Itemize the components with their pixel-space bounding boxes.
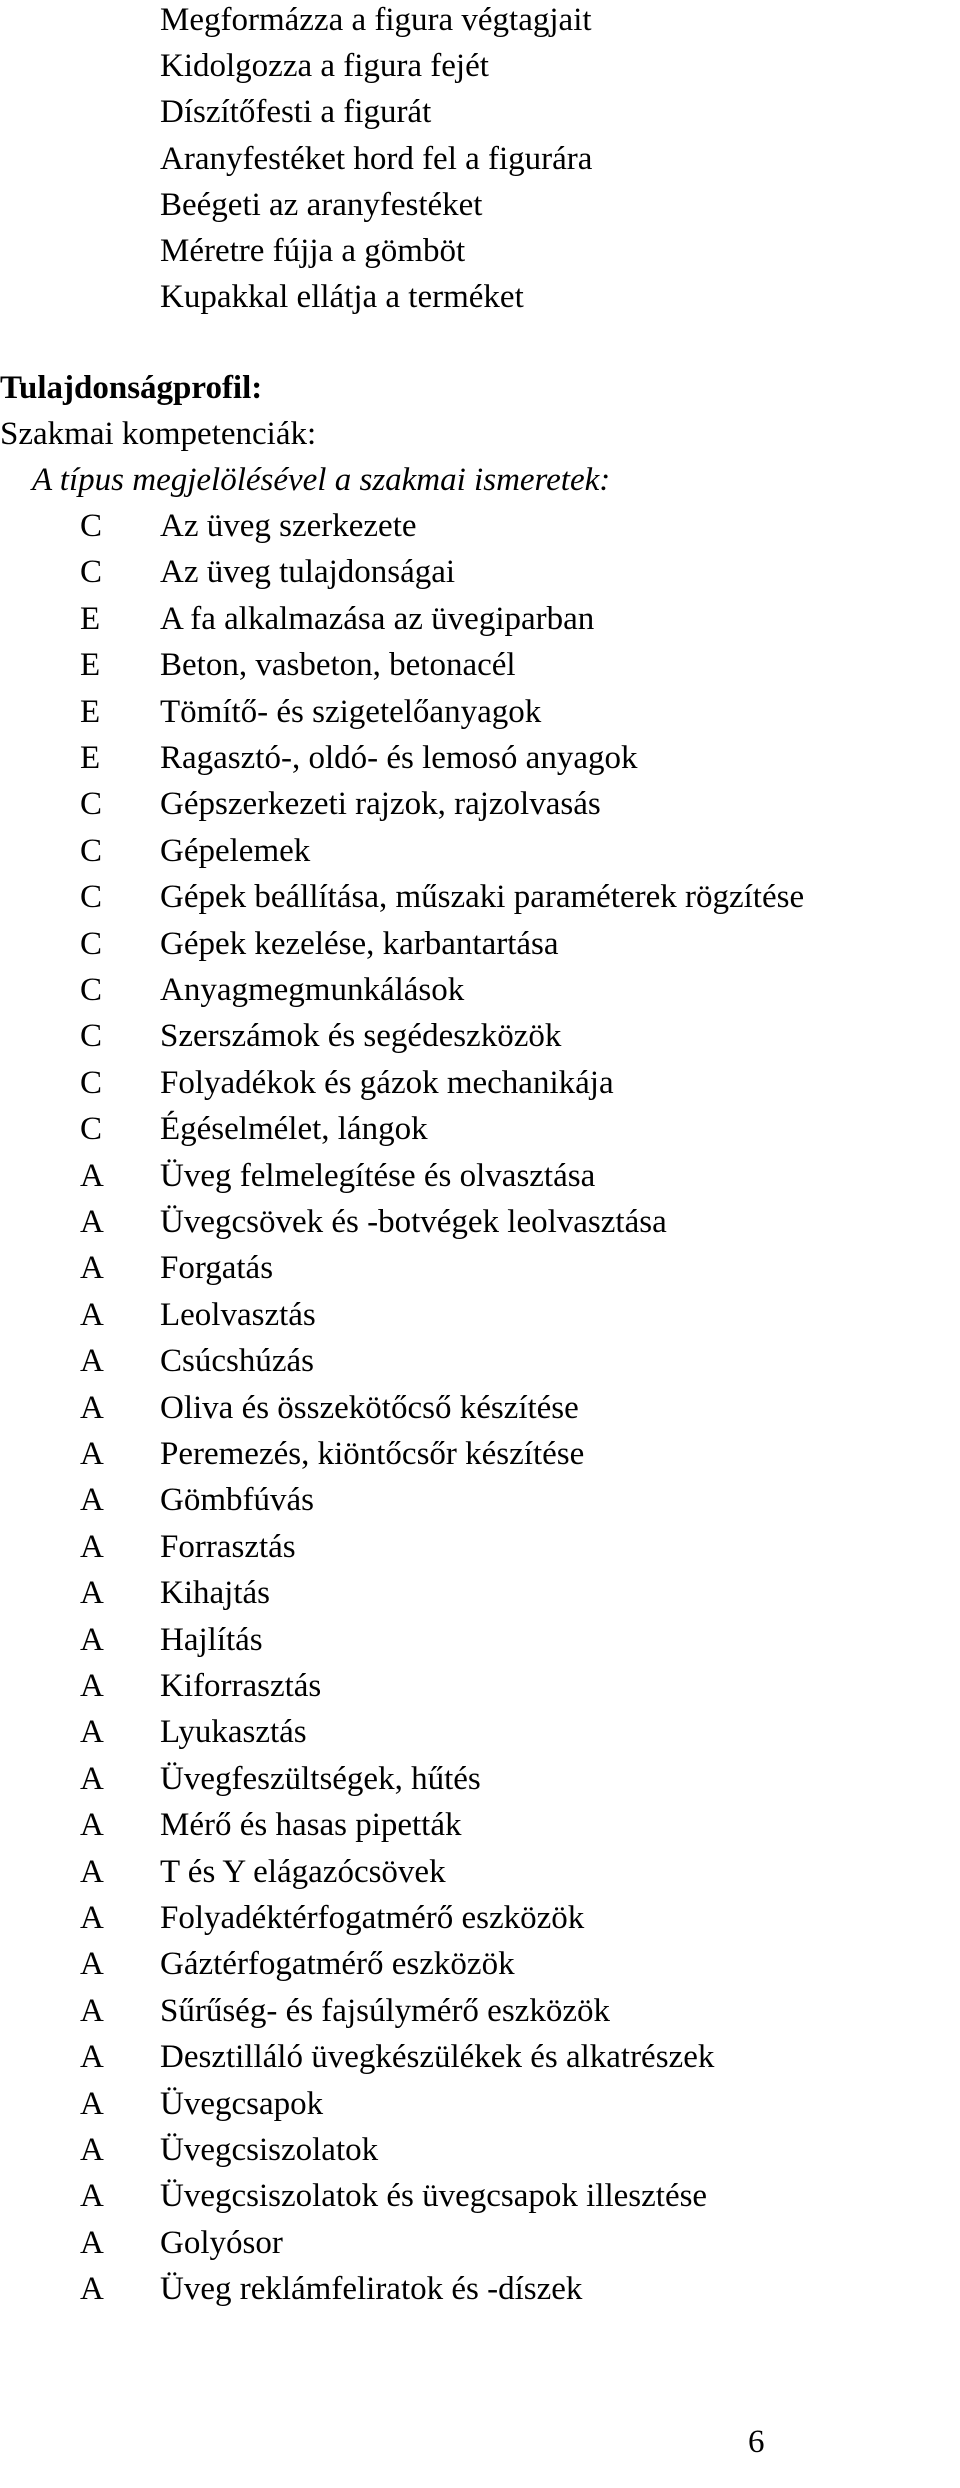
knowledge-type-code: A bbox=[80, 1436, 104, 1472]
knowledge-row bbox=[0, 599, 960, 639]
intro-line: Beégeti az aranyfestéket bbox=[160, 186, 483, 223]
intro-line: Megformázza a figura végtagjait bbox=[160, 2, 592, 38]
knowledge-topic: Üvegfeszültségek, hűtés bbox=[160, 1760, 481, 1797]
intro-line: Kidolgozza a figura fejét bbox=[160, 48, 489, 85]
knowledge-row bbox=[0, 2084, 960, 2124]
knowledge-type-code: A bbox=[80, 1807, 104, 1844]
knowledge-row bbox=[0, 1898, 960, 1938]
knowledge-type-code: E bbox=[80, 647, 101, 684]
knowledge-type-code: A bbox=[80, 1250, 104, 1287]
knowledge-type-code: C bbox=[80, 786, 103, 823]
knowledge-type-code: A bbox=[80, 2271, 104, 2308]
knowledge-row bbox=[0, 1666, 960, 1706]
knowledge-topic: A fa alkalmazása az üvegiparban bbox=[160, 600, 595, 637]
knowledge-topic: Peremezés, kiöntőcsőr készítése bbox=[160, 1436, 585, 1472]
knowledge-topic: Az üveg tulajdonságai bbox=[160, 554, 456, 591]
knowledge-type-code: A bbox=[80, 1343, 104, 1380]
knowledge-row bbox=[0, 1341, 960, 1381]
knowledge-type-code: E bbox=[80, 740, 101, 776]
knowledge-row bbox=[0, 506, 960, 546]
knowledge-topic: Az üveg szerkezete bbox=[160, 508, 417, 544]
knowledge-type-code: C bbox=[80, 925, 103, 962]
knowledge-topic: Mérő és hasas pipetták bbox=[160, 1807, 462, 1844]
knowledge-topic: Ragasztó-, oldó- és lemosó anyagok bbox=[160, 740, 638, 776]
knowledge-type-code: A bbox=[80, 1389, 104, 1426]
knowledge-row bbox=[0, 2130, 960, 2170]
intro-line: Kupakkal ellátja a terméket bbox=[160, 279, 524, 316]
knowledge-row bbox=[0, 1480, 960, 1520]
knowledge-type-code: C bbox=[80, 832, 103, 869]
knowledge-row bbox=[0, 784, 960, 824]
knowledge-row bbox=[0, 831, 960, 871]
knowledge-type-code: A bbox=[80, 1714, 104, 1751]
knowledge-row bbox=[0, 1109, 960, 1149]
knowledge-row bbox=[0, 552, 960, 592]
knowledge-topic: Üvegcsövek és -botvégek leolvasztása bbox=[160, 1204, 667, 1240]
knowledge-topic: Üveg reklámfeliratok és -díszek bbox=[160, 2271, 583, 2308]
knowledge-type-code: C bbox=[80, 1111, 103, 1148]
knowledge-row bbox=[0, 1388, 960, 1428]
knowledge-type-code: C bbox=[80, 508, 103, 544]
knowledge-topic: T és Y elágazócsövek bbox=[160, 1853, 446, 1890]
knowledge-topic: Kihajtás bbox=[160, 1575, 270, 1612]
knowledge-type-code: A bbox=[80, 2132, 104, 2168]
competence-subheading: Szakmai kompetenciák: bbox=[0, 416, 317, 452]
knowledge-type-code: A bbox=[80, 1528, 104, 1565]
knowledge-row bbox=[0, 924, 960, 964]
knowledge-type-code: A bbox=[80, 1760, 104, 1797]
knowledge-type-code: A bbox=[80, 2039, 104, 2076]
knowledge-topic: Csúcshúzás bbox=[160, 1343, 314, 1380]
knowledge-row bbox=[0, 1202, 960, 1242]
knowledge-type-code: A bbox=[80, 1621, 104, 1658]
knowledge-row bbox=[0, 1852, 960, 1892]
knowledge-row bbox=[0, 1434, 960, 1474]
knowledge-type-code: A bbox=[80, 2178, 104, 2215]
knowledge-row bbox=[0, 877, 960, 917]
knowledge-type-code: C bbox=[80, 1018, 103, 1055]
knowledge-topic: Tömítő- és szigetelőanyagok bbox=[160, 693, 542, 730]
knowledge-type-code: C bbox=[80, 879, 103, 916]
knowledge-row bbox=[0, 1944, 960, 1984]
knowledge-type-code: C bbox=[80, 1064, 103, 1101]
knowledge-type-code: C bbox=[80, 554, 103, 591]
knowledge-row bbox=[0, 1063, 960, 1103]
knowledge-topic: Gépszerkezeti rajzok, rajzolvasás bbox=[160, 786, 601, 823]
knowledge-row bbox=[0, 1805, 960, 1845]
knowledge-topic: Üveg felmelegítése és olvasztása bbox=[160, 1157, 596, 1194]
knowledge-row bbox=[0, 1295, 960, 1335]
knowledge-type-code: E bbox=[80, 600, 101, 637]
knowledge-topic: Szerszámok és segédeszközök bbox=[160, 1018, 562, 1055]
page-number: 6 bbox=[748, 2424, 765, 2460]
knowledge-type-code: C bbox=[80, 972, 103, 1008]
knowledge-topic: Égéselmélet, lángok bbox=[160, 1111, 428, 1148]
knowledge-topic: Forgatás bbox=[160, 1250, 274, 1287]
knowledge-row bbox=[0, 1527, 960, 1567]
knowledge-type-code: A bbox=[80, 1992, 104, 2029]
knowledge-row bbox=[0, 1991, 960, 2031]
knowledge-row bbox=[0, 1620, 960, 1660]
knowledge-topic: Gépek kezelése, karbantartása bbox=[160, 925, 559, 962]
knowledge-type-code: A bbox=[80, 1668, 104, 1704]
knowledge-topic: Anyagmegmunkálások bbox=[160, 972, 465, 1008]
knowledge-topic: Folyadékok és gázok mechanikája bbox=[160, 1064, 614, 1101]
knowledge-type-code: A bbox=[80, 2224, 104, 2261]
knowledge-row bbox=[0, 1759, 960, 1799]
knowledge-type-code: A bbox=[80, 1575, 104, 1612]
knowledge-row bbox=[0, 1712, 960, 1752]
knowledge-topic: Gépek beállítása, műszaki paraméterek rögzítése bbox=[160, 879, 805, 916]
knowledge-topic: Lyukasztás bbox=[160, 1714, 307, 1751]
knowledge-row bbox=[0, 1248, 960, 1288]
knowledge-type-code: A bbox=[80, 1204, 104, 1240]
knowledge-topic: Üvegcsiszolatok és üvegcsapok illesztése bbox=[160, 2178, 708, 2215]
knowledge-topic: Beton, vasbeton, betonacél bbox=[160, 647, 516, 684]
knowledge-topic: Golyósor bbox=[160, 2224, 283, 2261]
intro-line: Aranyfestéket hord fel a figurára bbox=[160, 140, 593, 177]
knowledge-topic: Gépelemek bbox=[160, 832, 311, 869]
knowledge-topic: Leolvasztás bbox=[160, 1296, 316, 1333]
knowledge-row bbox=[0, 2223, 960, 2263]
intro-line: Díszítőfesti a figurát bbox=[160, 94, 432, 131]
knowledge-row bbox=[0, 970, 960, 1010]
knowledge-topic: Sűrűség- és fajsúlymérő eszközök bbox=[160, 1992, 610, 2029]
knowledge-topic: Gömbfúvás bbox=[160, 1482, 314, 1519]
knowledge-row bbox=[0, 692, 960, 732]
knowledge-type-caption: A típus megjelölésével a szakmai ismeretek: bbox=[32, 462, 611, 498]
knowledge-type-code: A bbox=[80, 1900, 104, 1936]
knowledge-topic: Kiforrasztás bbox=[160, 1668, 322, 1704]
knowledge-row bbox=[0, 1016, 960, 1056]
knowledge-type-code: A bbox=[80, 1853, 104, 1890]
knowledge-topic: Folyadéktérfogatmérő eszközök bbox=[160, 1900, 585, 1936]
knowledge-row bbox=[0, 2269, 960, 2309]
knowledge-type-code: E bbox=[80, 693, 101, 730]
knowledge-topic: Üvegcsiszolatok bbox=[160, 2132, 379, 2168]
knowledge-topic: Üvegcsapok bbox=[160, 2085, 324, 2122]
knowledge-row bbox=[0, 2037, 960, 2077]
knowledge-row bbox=[0, 2176, 960, 2216]
knowledge-row bbox=[0, 738, 960, 778]
knowledge-topic: Hajlítás bbox=[160, 1621, 263, 1658]
knowledge-type-code: A bbox=[80, 1157, 104, 1194]
knowledge-row bbox=[0, 1573, 960, 1613]
knowledge-type-code: A bbox=[80, 1946, 104, 1983]
knowledge-type-code: A bbox=[80, 1296, 104, 1333]
knowledge-topic: Gáztérfogatmérő eszközök bbox=[160, 1946, 515, 1983]
knowledge-row bbox=[0, 645, 960, 685]
knowledge-topic: Forrasztás bbox=[160, 1528, 296, 1565]
knowledge-type-code: A bbox=[80, 2085, 104, 2122]
knowledge-topic: Desztilláló üvegkészülékek és alkatrészek bbox=[160, 2039, 715, 2076]
intro-line: Méretre fújja a gömböt bbox=[160, 233, 466, 269]
knowledge-row bbox=[0, 1156, 960, 1196]
knowledge-type-code: A bbox=[80, 1482, 104, 1519]
knowledge-topic: Oliva és összekötőcső készítése bbox=[160, 1389, 579, 1426]
profile-heading: Tulajdonságprofil: bbox=[0, 370, 263, 406]
